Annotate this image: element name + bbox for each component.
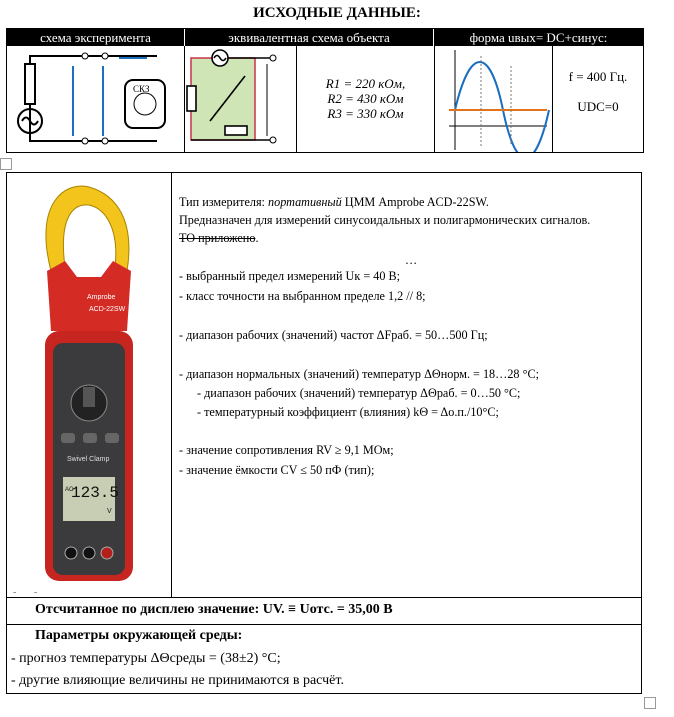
environment-heading: Параметры окружающей среды: — [35, 628, 243, 643]
working-temp-line: - диапазон рабочих (значений) температур ΔΘраб. = 0…50 °С; — [197, 386, 521, 400]
range-line: - выбранный предел измерений Uк = 40 В; — [179, 269, 400, 283]
meter-type-line: Тип измерителя: портативный ЦММ Amprobe ACD-22SW. — [179, 195, 489, 209]
meter-model-label: ACD-22SW — [89, 306, 126, 313]
frequency-range-line: - диапазон рабочих (значений) частот ΔFраб. = 50…500 Гц; — [179, 328, 488, 342]
capacitance-line: - значение ёмкости CV ≤ 50 пФ (тип); — [179, 463, 375, 477]
r2-value: R2 = 430 кОм — [327, 91, 404, 106]
display-ac-label: AC — [65, 487, 74, 493]
clamp-meter-image — [37, 181, 141, 589]
table-handle[interactable] — [0, 158, 12, 170]
udc-value: UDC=0 — [577, 99, 619, 114]
accuracy-line: - класс точности на выбранном пределе 1,2 // 8; — [179, 289, 426, 303]
environment-item-temp: - прогноз температуры ΔΘсреды = (38±2) °С; — [11, 651, 281, 666]
header-waveform: форма uвых= DC+синус: — [434, 29, 643, 46]
svg-text:СКЗ: СКЗ — [133, 84, 150, 94]
resistance-line: - значение сопротивления RV ≥ 9,1 МОм; — [179, 443, 394, 457]
equivalent-circuit-diagram — [184, 46, 296, 152]
temp-coefficient-line: - температурный коэффициент (влияния) kΘ = Δо.п./10°С; — [197, 405, 499, 419]
normal-temp-line: - диапазон нормальных (значений) температур ΔΘнорм. = 18…28 °С; — [179, 367, 539, 381]
meter-name-label: Swivel Clamp — [67, 456, 110, 463]
waveform-plot — [434, 46, 552, 152]
display-reading: Отсчитанное по дисплею значение: UV. ≡ Uотс. = 35,00 В — [6, 598, 642, 625]
experiment-scheme-diagram — [7, 46, 184, 152]
ellipsis: … — [405, 253, 418, 267]
column-divider — [171, 173, 172, 597]
manual-line: ТО приложено. — [179, 231, 259, 245]
meter-brand-label: Amprobe — [87, 294, 116, 301]
environment-item-other: - другие влияющие величины не принимаются в расчёт. — [11, 673, 344, 688]
header-scheme: схема эксперимента — [7, 29, 184, 46]
resistor-values — [296, 46, 434, 152]
frequency-value: f = 400 Гц. — [568, 69, 628, 84]
header-equivalent: эквивалентная схема объекта — [185, 29, 433, 46]
meter-info-block: Amprobe ACD-22SW Swivel Clamp AC 123.5 V - - Тип измерителя: портативный ЦММ Amprobe ACD-22SW. Предназначен для измерений синусоидальных и полигармонических сигналов. ТО приложено. … - выбранный предел измерений Uк = 40 В; - класс точности на выбранном пределе 1,2 // 8; - диапазон рабочих (значений) частот ΔFраб. = 50…500 Гц; - диапазон нормальных (значений) температур ΔΘнорм. = 18…28 °С; - диапазон рабочих (значений) температур ΔΘраб. = 0…50 °С; - температурный коэффициент (влияния) kΘ = Δо.п./10°С; - значение сопротивления RV ≥ 9,1 МОм; - значение ёмкости CV ≤ 50 пФ (тип); — [6, 172, 642, 598]
display-unit-label: V — [107, 508, 112, 515]
purpose-line: Предназначен для измерений синусоидальных и полигармонических сигналов. — [179, 213, 591, 227]
page-title: ИСХОДНЫЕ ДАННЫЕ: — [253, 5, 421, 21]
signal-params — [552, 46, 643, 152]
page-resize-handle[interactable] — [644, 697, 656, 709]
r1-value: R1 = 220 кОм, — [325, 76, 406, 91]
meter-display-value: 123.5 — [71, 484, 120, 502]
r3-value: R3 = 330 кОм — [327, 106, 404, 121]
initial-data-table — [6, 28, 644, 153]
environment-block — [6, 624, 642, 694]
